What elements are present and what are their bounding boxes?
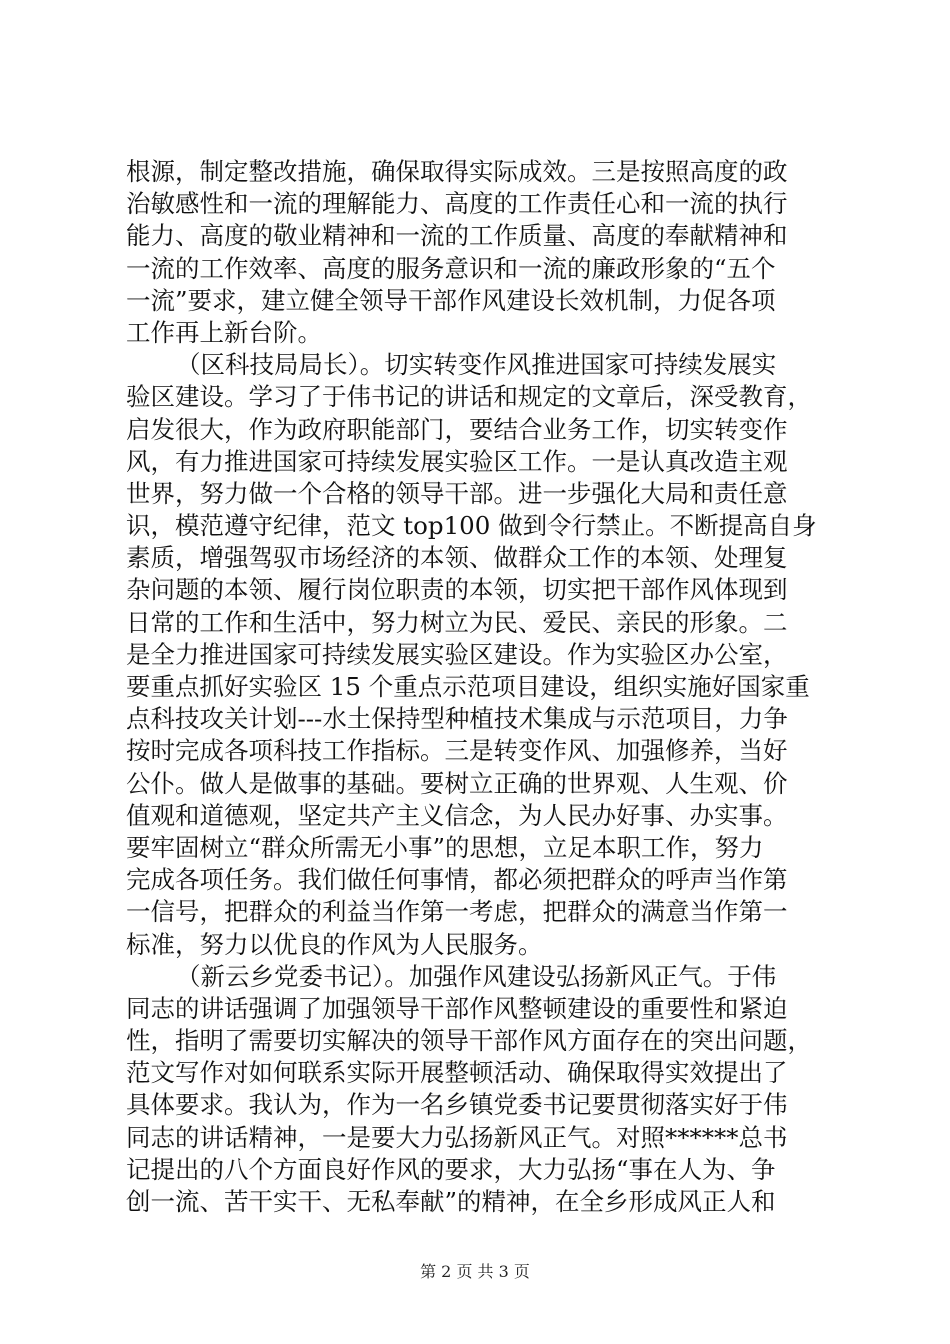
text-line: 素质，增强驾驭市场经济的本领、做群众工作的本领、处理复 [126,543,788,573]
text-line: 范文写作对如何联系实际开展整顿活动、确保取得实效提出了 [126,1058,788,1088]
text-line: 值观和道德观，坚定共产主义信念，为人民办好事、办实事。 [126,800,788,830]
text-line: 按时完成各项科技工作指标。三是转变作风、加强修养，当好 [126,736,788,766]
text-line: 治敏感性和一流的理解能力、高度的工作责任心和一流的执行 [126,189,788,219]
text-line: 能力、高度的敬业精神和一流的工作质量、高度的奉献精神和 [126,221,788,251]
text-line: 是全力推进国家可持续发展实验区建设。作为实验区办公室， [126,639,788,669]
text-line: 世界，努力做一个合格的领导干部。进一步强化大局和责任意 [126,478,788,508]
text-line: 风，有力推进国家可持续发展实验区工作。一是认真改造主观 [126,446,788,476]
paragraph-first-line: （区科技局局长）。切实转变作风推进国家可持续发展实 [176,350,777,380]
text-line: 杂问题的本领、履行岗位职责的本领，切实把干部作风体现到 [126,575,788,605]
text-line: 启发很大，作为政府职能部门，要结合业务工作，切实转变作 [126,414,788,444]
text-line: 识，模范遵守纪律，范文 top100 做到令行禁止。不断提高自身 [126,511,817,541]
text-line: 验区建设。学习了于伟书记的讲话和规定的文章后，深受教育， [126,382,812,412]
text-line: 工作再上新台阶。 [126,317,322,347]
text-line: 日常的工作和生活中，努力树立为民、爱民、亲民的形象。二 [126,607,788,637]
text-line: 根源，制定整改措施，确保取得实际成效。三是按照高度的政 [126,157,788,186]
text-line: 标准，努力以优良的作风为人民服务。 [126,929,543,959]
text-line: 要牢固树立“群众所需无小事”的思想，立足本职工作，努力 [126,832,764,862]
document-body [126,156,838,1218]
text-line: 点科技攻关计划---水土保持型种植技术集成与示范项目，力争 [126,704,788,734]
text-line: 具体要求。我认为，作为一名乡镇党委书记要贯彻落实好于伟 [126,1090,788,1120]
text-line: 公仆。做人是做事的基础。要树立正确的世界观、人生观、价 [126,768,788,798]
text-line: 一流的工作效率、高度的服务意识和一流的廉政形象的“五个 [126,253,776,283]
paragraph-first-line: （新云乡党委书记）。加强作风建设弘扬新风正气。于伟 [176,961,777,991]
page-footer: 第 2 页 共 3 页 [420,1262,530,1281]
text-line: 同志的讲话精神，一是要大力弘扬新风正气。对照******总书 [126,1122,788,1152]
text-line: 要重点抓好实验区 15 个重点示范项目建设，组织实施好国家重 [126,672,810,701]
text-line: 创一流、苦干实干、无私奉献”的精神，在全乡形成风正人和 [126,1187,776,1216]
text-line: 同志的讲话强调了加强领导干部作风整顿建设的重要性和紧迫 [126,993,788,1023]
text-line: 一流”要求，建立健全领导干部作风建设长效机制，力促各项 [126,285,776,315]
text-line: 性，指明了需要切实解决的领导干部作风方面存在的突出问题， [126,1026,812,1056]
text-line: 记提出的八个方面良好作风的要求，大力弘扬“事在人为、争 [126,1154,776,1184]
text-line: 完成各项任务。我们做任何事情，都必须把群众的呼声当作第 [126,865,788,895]
text-line: 一信号，把群众的利益当作第一考虑，把群众的满意当作第一 [126,897,788,927]
